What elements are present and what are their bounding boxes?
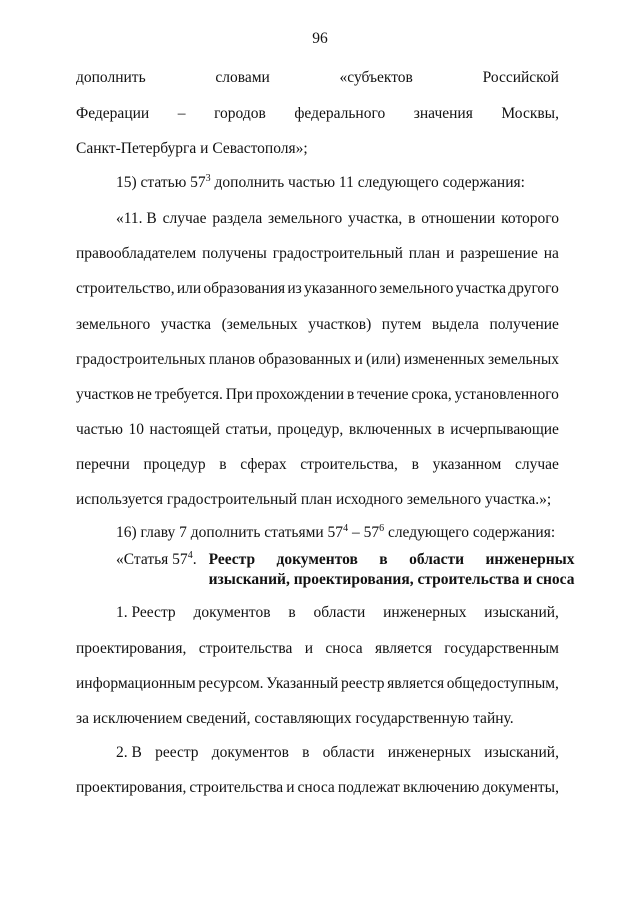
text-line xyxy=(76,68,559,88)
article-title xyxy=(209,550,575,590)
word: области xyxy=(322,744,375,761)
text-line xyxy=(76,674,559,694)
word: получены xyxy=(202,245,267,262)
word: Москвы, xyxy=(501,105,559,122)
word: ресурсом. xyxy=(198,675,264,692)
word: и xyxy=(445,245,455,262)
word: требуется. xyxy=(154,386,223,403)
word: в xyxy=(411,456,419,473)
word: земельных xyxy=(488,351,559,368)
article-number xyxy=(116,550,209,590)
word: измененных xyxy=(403,351,485,368)
superscript: 4 xyxy=(343,523,349,534)
word: на xyxy=(543,245,559,262)
text-line xyxy=(76,455,559,475)
word: проектирования, xyxy=(76,640,187,657)
word: разрешение xyxy=(460,245,538,262)
word: образованных xyxy=(258,351,352,368)
word: в xyxy=(288,604,296,621)
text-line xyxy=(76,315,559,335)
word: документов xyxy=(276,551,358,568)
word: сноса xyxy=(297,779,335,796)
word: получение xyxy=(489,316,559,333)
word: области xyxy=(409,551,465,568)
word: планов xyxy=(208,351,256,368)
word: инженерных xyxy=(387,744,472,761)
word: раздела xyxy=(212,210,263,227)
word: дополнить xyxy=(76,69,146,86)
text-line xyxy=(76,244,559,264)
word: участков) xyxy=(308,316,372,333)
text-span: следующего содержания: xyxy=(384,524,556,541)
word: Реестр xyxy=(208,551,256,568)
text-line xyxy=(116,523,559,543)
word: путем xyxy=(381,316,422,333)
text-line xyxy=(76,385,559,405)
superscript: 3 xyxy=(205,173,211,184)
word: участка xyxy=(455,280,507,297)
word: процедур, xyxy=(277,421,344,438)
text-span: дополнить частью 11 следующего содержания: xyxy=(210,174,525,191)
word: в xyxy=(379,551,388,568)
word: земельного xyxy=(76,316,151,333)
word: инженерных xyxy=(485,551,575,568)
word: проектирования, xyxy=(76,779,187,796)
word: настоящей xyxy=(149,421,220,438)
word: земельного xyxy=(379,280,454,297)
word: 2. В xyxy=(116,744,142,761)
word: строительство, xyxy=(76,280,175,297)
word: строительства, xyxy=(300,456,398,473)
word: в xyxy=(437,421,445,438)
word: указанном xyxy=(432,456,502,473)
word: правообладателем xyxy=(76,245,197,262)
text-line xyxy=(76,639,559,659)
word: градостроительный xyxy=(272,245,403,262)
text-line: Санкт-Петербурга и Севастополя»; xyxy=(76,140,308,157)
word: подлежат xyxy=(337,779,400,796)
word: информационным xyxy=(76,675,196,692)
word: в xyxy=(302,744,310,761)
word: в xyxy=(346,386,355,403)
word: в xyxy=(408,210,416,227)
word: участка xyxy=(160,316,212,333)
page-number: 96 xyxy=(312,30,328,47)
word: изысканий, xyxy=(484,604,559,621)
word: государственным xyxy=(444,640,559,657)
word: включению xyxy=(402,779,480,796)
superscript: 4 xyxy=(187,550,193,561)
word: течение xyxy=(357,386,409,403)
word: – xyxy=(177,105,186,122)
word: документов xyxy=(211,744,289,761)
text-line xyxy=(76,279,559,299)
text-line xyxy=(116,209,559,229)
word: Указанный xyxy=(266,675,339,692)
word: указанного xyxy=(304,280,378,297)
word: сноса xyxy=(325,640,363,657)
text-line xyxy=(76,778,559,798)
word: реестр xyxy=(340,675,385,692)
word: процедур xyxy=(143,456,206,473)
word: строительства xyxy=(198,640,293,657)
word: (или) xyxy=(366,351,401,368)
word: из xyxy=(287,280,302,297)
word: исчерпывающие xyxy=(450,421,559,438)
word: изысканий, xyxy=(484,744,559,761)
article-heading xyxy=(116,550,575,590)
word: 10 xyxy=(128,421,145,438)
word: установленного xyxy=(454,386,559,403)
text-line xyxy=(76,420,559,440)
word: частью xyxy=(76,421,123,438)
text-line: используется градостроительный план исходного земельного участка.»; xyxy=(76,491,552,508)
word: образования xyxy=(203,280,286,297)
word: в xyxy=(219,456,227,473)
word: словами xyxy=(215,69,270,86)
title-line: изысканий, проектирования, строительства и сноса xyxy=(208,571,575,588)
word: «субъектов xyxy=(339,69,413,86)
word: городов xyxy=(214,105,266,122)
word: строительства xyxy=(189,779,284,796)
word: общедоступным, xyxy=(446,675,559,692)
word: и xyxy=(354,351,363,368)
text-line xyxy=(76,104,559,124)
word: план xyxy=(408,245,441,262)
title-line xyxy=(209,550,575,570)
word: сферах xyxy=(240,456,287,473)
word: градостроительных xyxy=(76,351,206,368)
word: инженерных xyxy=(383,604,467,621)
superscript: 6 xyxy=(379,523,385,534)
word: отношении xyxy=(421,210,496,227)
word: Федерации xyxy=(76,105,150,122)
word: (земельных xyxy=(221,316,298,333)
word: включенных xyxy=(348,421,432,438)
word: случае xyxy=(162,210,207,227)
word: которого xyxy=(501,210,559,227)
word: случае xyxy=(515,456,559,473)
word: и xyxy=(286,779,295,796)
word: другого xyxy=(508,280,559,297)
word: и xyxy=(304,640,314,657)
word: области xyxy=(313,604,366,621)
text-line xyxy=(116,173,559,193)
text-span: . xyxy=(192,551,197,568)
word: «11. В xyxy=(116,210,157,227)
word: Российской xyxy=(482,69,559,86)
text-line: за исключением сведений, составляющих государственную тайну. xyxy=(76,710,514,727)
word: При xyxy=(225,386,253,403)
word: является xyxy=(387,675,445,692)
text-line xyxy=(76,350,559,370)
word: не xyxy=(136,386,152,403)
word: 1. Реестр xyxy=(116,604,176,621)
text-span: «Статья 57 xyxy=(116,551,188,568)
word: перечни xyxy=(76,456,130,473)
word: выдела xyxy=(431,316,479,333)
word: федерального xyxy=(294,105,386,122)
text-line xyxy=(116,603,559,623)
word: является xyxy=(374,640,432,657)
word: участков xyxy=(76,386,134,403)
word: документы, xyxy=(482,779,559,796)
word: прохождении xyxy=(255,386,345,403)
word: значения xyxy=(413,105,473,122)
word: участка, xyxy=(348,210,403,227)
word: срока, xyxy=(411,386,452,403)
word: земельного xyxy=(268,210,343,227)
word: реестр xyxy=(155,744,199,761)
text-span: 16) главу 7 дополнить статьями 57 xyxy=(116,524,344,541)
word: статьи, xyxy=(225,421,272,438)
word: или xyxy=(176,280,202,297)
text-span: – 57 xyxy=(348,524,380,541)
text-line xyxy=(116,743,559,763)
word: документов xyxy=(193,604,271,621)
text-span: 15) статью 57 xyxy=(116,174,206,191)
